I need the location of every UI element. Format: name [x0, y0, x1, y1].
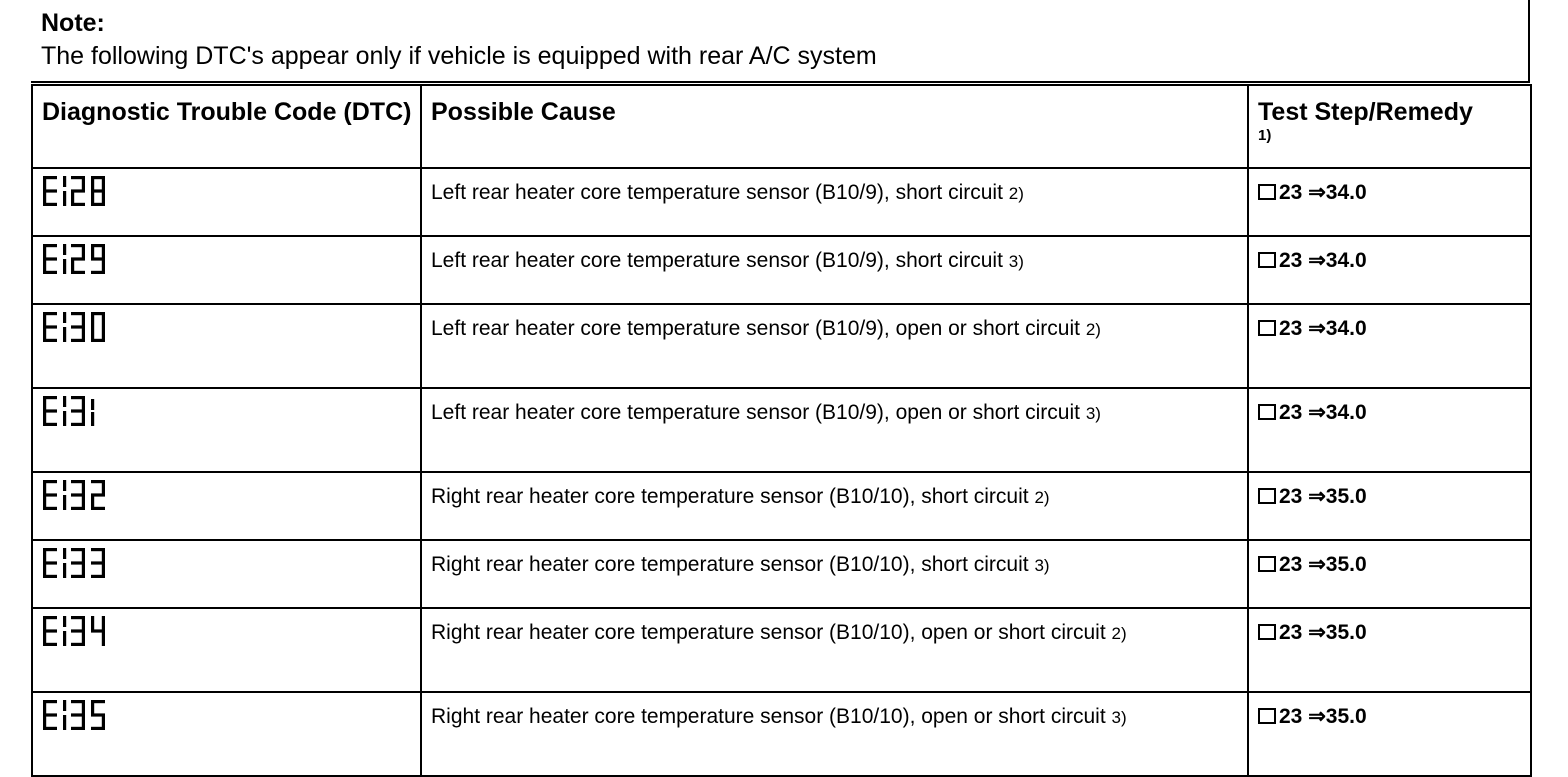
- possible-cause-text: Right rear heater core temperature sensor (B10/10), open or short circuit: [431, 621, 1106, 644]
- test-step-text: 23 ⇒35.0: [1279, 705, 1367, 728]
- dtc-code-display: [41, 699, 420, 737]
- checkbox-square-icon: [1258, 404, 1276, 420]
- dtc-code-display: [41, 547, 420, 585]
- checkbox-square-icon: [1258, 488, 1276, 504]
- test-step-cell: [1248, 168, 1531, 236]
- note-text: The following DTC's appear only if vehicle is equipped with rear A/C system: [41, 42, 877, 70]
- cause-footnote: 2): [1008, 184, 1024, 203]
- header-possible-cause: Possible Cause: [421, 85, 1248, 168]
- test-step-text: 23 ⇒34.0: [1279, 249, 1367, 272]
- header-test-step-label: Test Step/Remedy: [1258, 98, 1473, 126]
- possible-cause-cell: [421, 236, 1248, 304]
- checkbox-square-icon: [1258, 184, 1276, 200]
- dtc-code-display: [41, 175, 420, 213]
- cause-footnote: 2): [1034, 488, 1050, 507]
- cause-footnote: 3): [1034, 556, 1050, 575]
- possible-cause-text: Left rear heater core temperature sensor (B10/9), short circuit: [431, 181, 1003, 204]
- test-step-text: 23 ⇒35.0: [1279, 621, 1367, 644]
- dtc-code-display: [41, 615, 420, 653]
- table-row: [32, 692, 1531, 776]
- table-row: [32, 540, 1531, 608]
- table-row: [32, 168, 1531, 236]
- test-step-text: 23 ⇒34.0: [1279, 317, 1367, 340]
- dtc-code-cell: [32, 168, 421, 236]
- table-row: [32, 236, 1531, 304]
- possible-cause-cell: [421, 388, 1248, 472]
- possible-cause-cell: [421, 608, 1248, 692]
- test-step-text: 23 ⇒35.0: [1279, 485, 1367, 508]
- possible-cause-text: Left rear heater core temperature sensor (B10/9), open or short circuit: [431, 401, 1080, 424]
- dtc-code-cell: [32, 472, 421, 540]
- possible-cause-cell: [421, 692, 1248, 776]
- table-row: [32, 472, 1531, 540]
- dtc-document: [31, 0, 1530, 728]
- dtc-code-cell: [32, 692, 421, 776]
- test-step-cell: [1248, 608, 1531, 692]
- note-title: Note:: [41, 9, 105, 37]
- test-step-cell: [1248, 236, 1531, 304]
- test-step-cell: [1248, 692, 1531, 776]
- test-step-cell: [1248, 304, 1531, 388]
- dtc-code-cell: [32, 236, 421, 304]
- possible-cause-text: Right rear heater core temperature sensor (B10/10), short circuit: [431, 553, 1029, 576]
- possible-cause-text: Left rear heater core temperature sensor (B10/9), open or short circuit: [431, 317, 1080, 340]
- cause-footnote: 2): [1111, 624, 1127, 643]
- cause-footnote: 3): [1008, 252, 1024, 271]
- cause-footnote: 3): [1085, 404, 1101, 423]
- table-row: [32, 304, 1531, 388]
- possible-cause-cell: [421, 304, 1248, 388]
- cause-footnote: 3): [1111, 708, 1127, 727]
- checkbox-square-icon: [1258, 320, 1276, 336]
- possible-cause-cell: [421, 472, 1248, 540]
- checkbox-square-icon: [1258, 556, 1276, 572]
- possible-cause-cell: [421, 168, 1248, 236]
- checkbox-square-icon: [1258, 708, 1276, 724]
- dtc-code-display: [41, 311, 420, 349]
- dtc-code-cell: [32, 540, 421, 608]
- table-body: [32, 168, 1531, 776]
- dtc-code-display: [41, 243, 420, 281]
- test-step-text: 23 ⇒34.0: [1279, 181, 1367, 204]
- test-step-text: 23 ⇒34.0: [1279, 401, 1367, 424]
- note-box: [31, 0, 1530, 83]
- test-step-cell: [1248, 540, 1531, 608]
- header-footnote: 1): [1258, 127, 1272, 144]
- possible-cause-cell: [421, 540, 1248, 608]
- test-step-text: 23 ⇒35.0: [1279, 553, 1367, 576]
- dtc-table: [31, 84, 1532, 777]
- dtc-code-display: [41, 479, 420, 517]
- checkbox-square-icon: [1258, 252, 1276, 268]
- possible-cause-text: Right rear heater core temperature sensor (B10/10), short circuit: [431, 485, 1029, 508]
- table-header-row: [32, 85, 1531, 168]
- header-test-step: [1248, 85, 1531, 168]
- cause-footnote: 2): [1085, 320, 1101, 339]
- dtc-code-cell: [32, 304, 421, 388]
- test-step-cell: [1248, 472, 1531, 540]
- test-step-cell: [1248, 388, 1531, 472]
- possible-cause-text: Left rear heater core temperature sensor (B10/9), short circuit: [431, 249, 1003, 272]
- checkbox-square-icon: [1258, 624, 1276, 640]
- dtc-code-cell: [32, 388, 421, 472]
- table-row: [32, 388, 1531, 472]
- dtc-code-display: [41, 395, 420, 433]
- table-row: [32, 608, 1531, 692]
- dtc-code-cell: [32, 608, 421, 692]
- possible-cause-text: Right rear heater core temperature sensor (B10/10), open or short circuit: [431, 705, 1106, 728]
- header-dtc: Diagnostic Trouble Code (DTC): [32, 85, 421, 168]
